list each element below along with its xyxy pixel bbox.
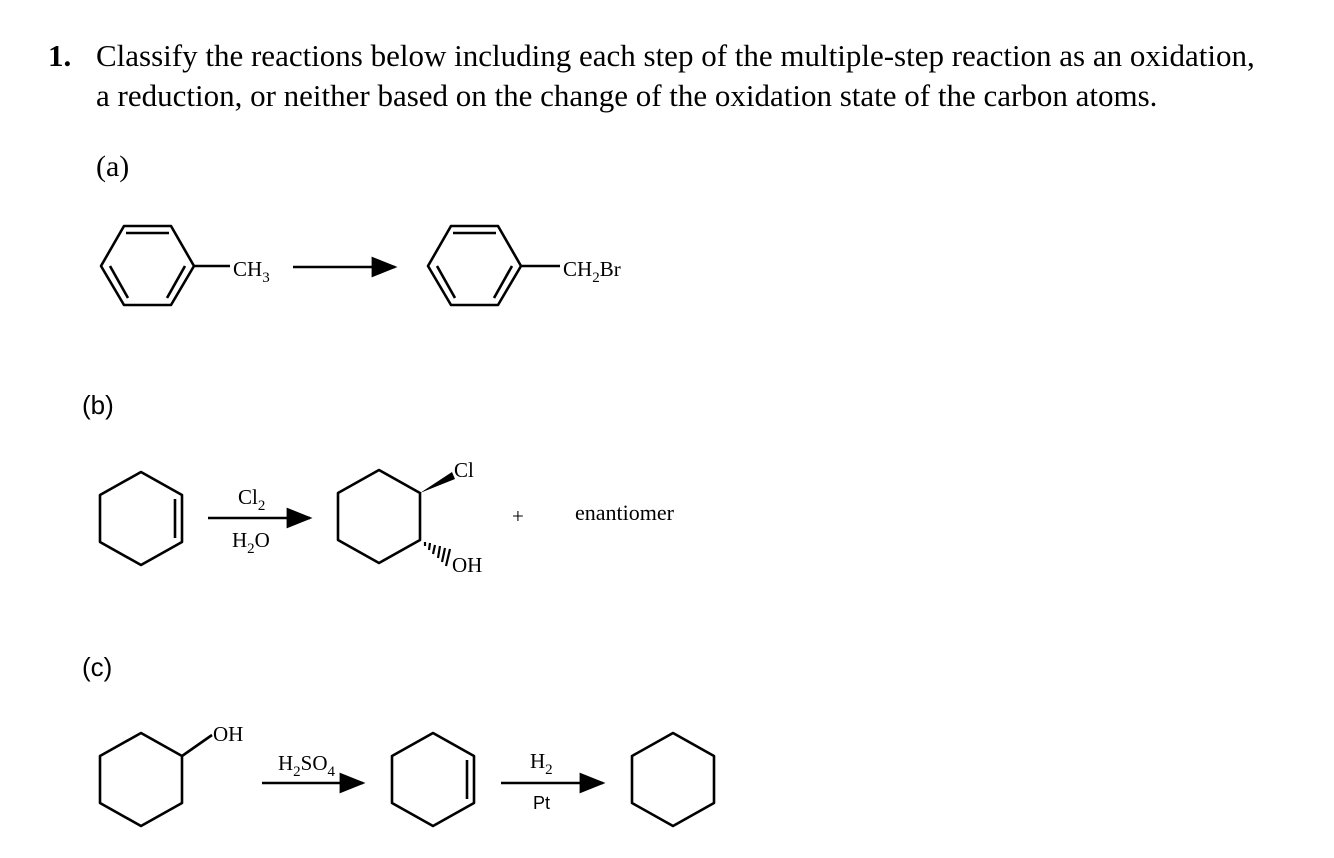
reagent-cl2: $Cl_2$ (238, 485, 266, 514)
hash-bond-oh (425, 542, 450, 566)
reaction-a (101, 226, 621, 305)
part-a-label: (a) (96, 150, 130, 183)
part-c-label: (c) (82, 652, 113, 682)
wedge-bond-cl (420, 472, 455, 493)
reaction-b (100, 458, 675, 577)
bond-to-oh (182, 735, 212, 756)
question-line-2: a reduction, or neither based on the change of the oxidation state of the carbon atoms. (96, 78, 1158, 113)
plus-sign: + (512, 504, 524, 528)
reagent-h2o: $H_2O$ (232, 528, 270, 557)
chlorohydrin-ring (338, 470, 420, 563)
catalyst-pt: Pt (533, 793, 551, 813)
cyclohexane-ring (632, 733, 714, 826)
hydroxyl-label-b: OH (452, 553, 483, 577)
benzene-ring-reactant (101, 226, 194, 305)
cyclohexene-ring-c (392, 733, 474, 826)
bromomethyl-group: $CH_2Br$ (563, 257, 621, 286)
chlorine-label: Cl (454, 458, 474, 482)
methyl-group: $CH_3$ (233, 257, 270, 286)
reagent-h2: $H_2$ (530, 749, 553, 778)
cyclohexene-ring-b (100, 472, 182, 565)
part-b-label: (b) (82, 390, 114, 420)
hydroxyl-label-c: OH (213, 722, 244, 746)
reagent-h2so4: $H_2SO_4$ (278, 751, 336, 780)
question-line-1-text: Classify the reactions below including each step of the multiple-step reaction as an oxidation, (96, 38, 1255, 73)
reaction-c (100, 722, 714, 826)
enantiomer-text: enantiomer (575, 500, 674, 525)
cyclohexanol-ring (100, 733, 182, 826)
question-number: 1. (48, 38, 72, 73)
benzene-ring-product (428, 226, 521, 305)
